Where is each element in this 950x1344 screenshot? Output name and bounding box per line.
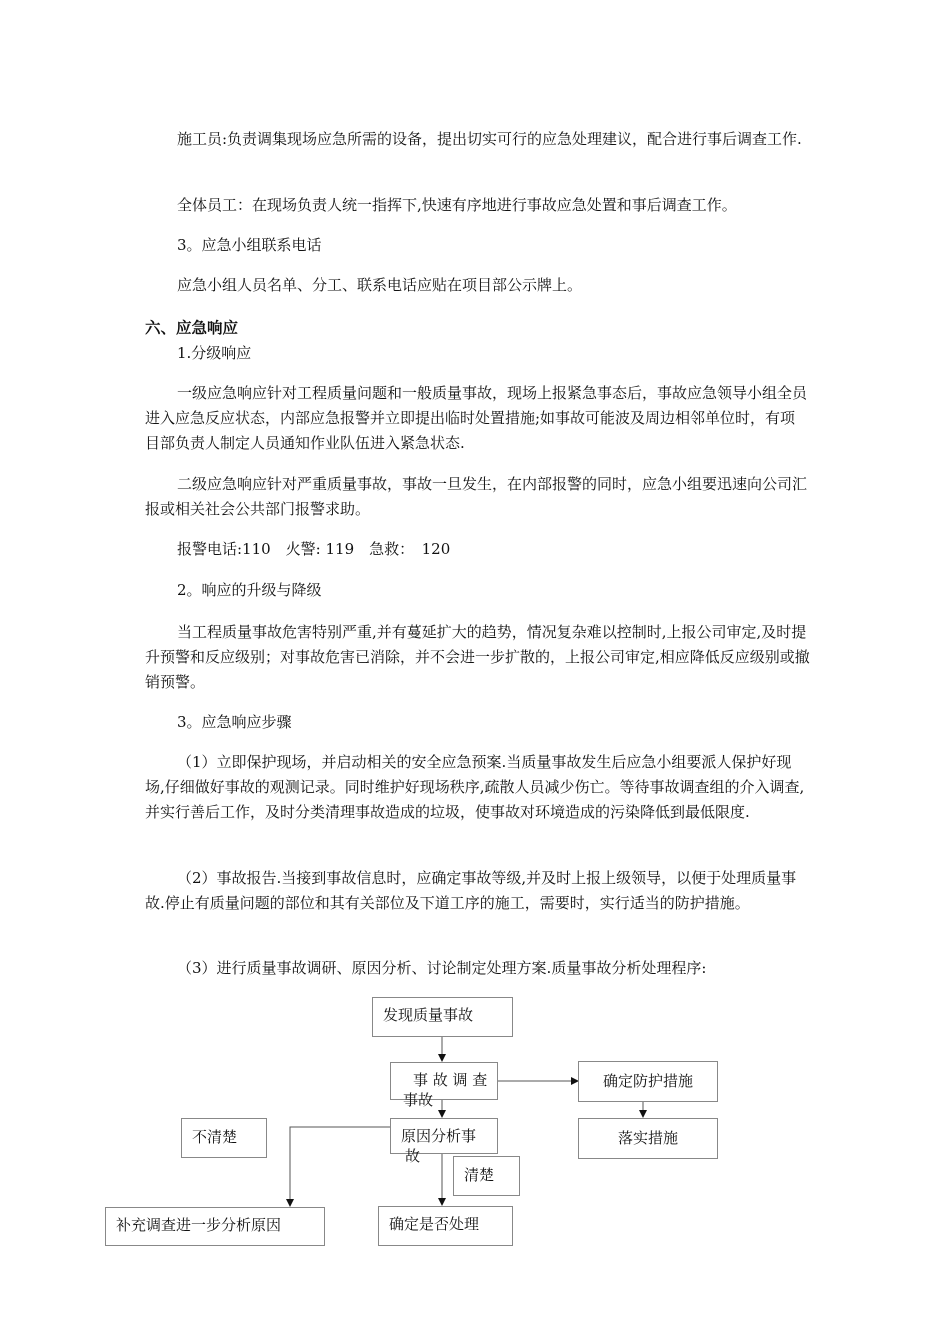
flow-label-discover: 发现质量事故 bbox=[383, 1006, 474, 1024]
flow-label-supplement: 补充调查进一步分析原因 bbox=[116, 1216, 282, 1234]
flow-label-protect: 确定防护措施 bbox=[602, 1072, 693, 1090]
paragraph-step-three: （3）进行质量事故调研、原因分析、讨论制定处理方案.质量事故分析处理程序: bbox=[177, 959, 707, 977]
paragraph-level-one: 一级应急响应针对工程质量问题和一般质量事故，现场上报紧急事态后，事故应急领导小组全员进入应急反应状态，内部应急报警并立即提出临时处置措施;如事故可能波及周边相邻单位时，有项目部负责人制定人员通知作业队伍进入紧急状态. bbox=[145, 384, 808, 452]
paragraph-step-two: （2）事故报告.当接到事故信息时，应确定事故等级,并及时上报上级领导，以便于处理质量事故.停止有质量问题的部位和其有关部位及下道工序的施工，需要时，实行适当的防护措施。 bbox=[145, 869, 797, 912]
subheading-response-steps: 3。应急响应步骤 bbox=[177, 713, 292, 731]
flow-box-clear bbox=[453, 1156, 520, 1196]
flow-label-clear: 清楚 bbox=[464, 1166, 495, 1184]
paragraph-contact-list: 应急小组人员名单、分工、联系电话应贴在项目部公示牌上。 bbox=[177, 276, 583, 294]
paragraph-escalation: 当工程质量事故危害特别严重,并有蔓延扩大的趋势，情况复杂难以控制时,上报公司审定,及时提升预警和反应级别；对事故危害已消除，并不会进一步扩散的，上报公司审定,相应降低反应级别或撤销预警。 bbox=[145, 623, 810, 691]
flow-box-implement bbox=[578, 1118, 718, 1159]
section-heading-emergency-response: 六、应急响应 bbox=[145, 319, 239, 337]
flow-label-implement: 落实措施 bbox=[617, 1129, 678, 1147]
flow-label-decide: 确定是否处理 bbox=[389, 1215, 480, 1233]
flow-box-discover bbox=[372, 997, 513, 1037]
flow-box-investigate bbox=[390, 1062, 498, 1109]
flow-label-unclear: 不清楚 bbox=[192, 1128, 238, 1146]
paragraph-construction-staff: 施工员:负责调集现场应急所需的设备，提出切实可行的应急处理建议，配合进行事后调查工作. bbox=[177, 130, 802, 148]
paragraph-all-staff: 全体员工：在现场负责人统一指挥下,快速有序地进行事故应急处置和事后调查工作。 bbox=[177, 196, 737, 214]
flow-box-unclear bbox=[181, 1118, 267, 1158]
flow-label-investigate-overflow: 事故 bbox=[403, 1091, 434, 1109]
subheading-contact-phone: 3。应急小组联系电话 bbox=[177, 236, 322, 254]
flow-box-cause-analysis bbox=[390, 1118, 498, 1165]
flow-box-protect bbox=[578, 1061, 718, 1102]
flow-label-cause: 原因分析事 bbox=[401, 1127, 477, 1145]
flow-label-cause-overflow: 故 bbox=[405, 1147, 421, 1165]
paragraph-step-one: （1）立即保护现场，并启动相关的安全应急预案.当质量事故发生后应急小组要派人保护好现场,仔细做好事故的观测记录。同时维护好现场秩序,疏散人员减少伤亡。等待事故调查组的介入调查,并实行善后工作，及时分类清理事故造成的垃圾，使事故对环境造成的污染降低到最低限度. bbox=[145, 753, 805, 821]
subheading-graded-response: 1.分级响应 bbox=[177, 344, 252, 362]
paragraph-level-two: 二级应急响应针对严重质量事故，事故一旦发生，在内部报警的同时，应急小组要迅速向公司汇报或相关社会公共部门报警求助。 bbox=[145, 475, 808, 518]
flow-box-decide bbox=[378, 1206, 513, 1246]
subheading-escalation: 2。响应的升级与降级 bbox=[177, 581, 322, 599]
paragraph-phone-numbers: 报警电话:110 火警: 119 急救： 120 bbox=[177, 540, 451, 558]
flow-box-supplement bbox=[105, 1207, 325, 1246]
flow-label-investigate: 事 故 调 查 bbox=[413, 1071, 488, 1089]
